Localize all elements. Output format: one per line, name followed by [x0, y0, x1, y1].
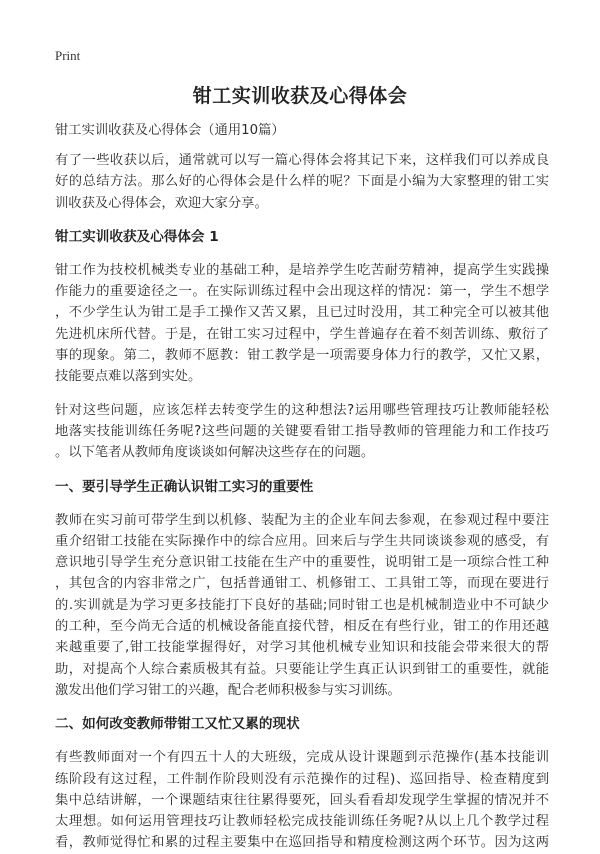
text-line: ，不少学生认为钳工是手工操作又苦又累，且已过时没用，其工种完全可以被其他 — [55, 305, 549, 321]
text-line: 教师在实习前可带学生到以机修、装配为主的企业车间去参观，在参观过程中要注 — [55, 512, 549, 528]
text-line: 激发出他们学习钳工的兴趣，配合老师积极参与实习训练。 — [55, 682, 401, 698]
section-heading-1: 钳工实训收获及心得体会 1 — [55, 228, 219, 245]
text-line: 技能要点难以落到实处。 — [55, 369, 202, 385]
text-line: 集中总结讲解，一个课题结束往往累得要死，回头看看却发现学生掌握的情况并不 — [55, 792, 549, 808]
text-line: 意识地引导学生充分意识钳工技能在生产中的重要性，说明钳工是一项综合性工种 — [55, 555, 549, 571]
document-subtitle: 钳工实训收获及心得体会（通用10篇） — [55, 123, 285, 138]
text-line: ，其包含的内容非常之广，包括普通钳工、机修钳工、工具钳工等，而现在要进行 — [55, 576, 549, 592]
text-line: 太理想。如何运用管理技巧让教师轻松完成技能训练任务呢?从以上几个教学过程 — [55, 814, 549, 830]
section1-paragraph-1 — [55, 260, 549, 388]
document-body — [55, 120, 549, 854]
text-line: 。以下笔者从教师角度谈谈如何解决这些存在的问题。 — [55, 445, 375, 461]
text-line: 有了一些收获以后，通常就可以写一篇心得体会将其记下来，这样我们可以养成良 — [55, 153, 549, 168]
text-line: 地落实技能训练任务呢?这些问题的关键要看钳工指导教师的管理能力和工作技巧 — [55, 423, 549, 439]
part2-paragraph — [55, 747, 549, 853]
text-line: 事的现象。第二，教师不愿教：钳工教学是一项需要身体力行的教学，又忙又累， — [55, 348, 549, 364]
text-line: 看，教师觉得忙和累的过程主要集中在巡回指导和精度检测这两个环节。因为这两 — [55, 835, 549, 851]
section1-paragraph-2 — [55, 400, 549, 464]
text-line: 先进机床所代替。于是，在钳工实习过程中，学生普遍存在着不刻苦训练、敷衍了 — [55, 326, 549, 342]
text-line: 的工种，至今尚无合适的机械设备能直接代替，相反在有些行业，钳工的作用还越 — [55, 619, 549, 635]
text-line: 钳工作为技校机械类专业的基础工种，是培养学生吃苦耐劳精神，提高学生实践操 — [55, 262, 549, 278]
text-line: 练阶段有这过程，工件制作阶段则没有示范操作的过程)、巡回指导、检查精度到 — [55, 771, 549, 787]
text-line: 好的总结方法。那么好的心得体会是什么样的呢？下面是小编为大家整理的钳工实 — [55, 174, 549, 190]
text-line: 训收获及心得体会，欢迎大家分享。 — [55, 195, 268, 211]
text-line: 来越重要了,钳工技能掌握得好，对学习其他机械专业知识和技能会带来很大的帮 — [55, 640, 549, 656]
print-link[interactable]: Print — [55, 48, 81, 63]
text-line: 作能力的重要途径之一。在实际训练过程中会出现这样的情况：第一，学生不想学 — [55, 284, 549, 300]
text-line: 助，对提高个人综合素质极其有益。只要能让学生真正认识到钳工的重要性，就能 — [55, 661, 549, 677]
text-line: 重介绍钳工技能在实际操作中的综合应用。回来后与学生共同谈谈参观的感受，有 — [55, 533, 549, 549]
text-line: 的.实训就是为学习更多技能打下良好的基础;同时钳工也是机械制造业中不可缺少 — [55, 597, 549, 613]
intro-paragraph — [55, 150, 549, 214]
part1-paragraph — [55, 510, 549, 702]
text-line: 有些教师面对一个有四五十人的大班级，完成从设计课题到示范操作(基本技能训 — [55, 750, 549, 766]
text-line: 针对这些问题，应该怎样去转变学生的这种想法?运用哪些管理技巧让教师能轻松 — [55, 402, 549, 418]
part-heading-2: 二、如何改变教师带钳工又忙又累的现状 — [55, 716, 300, 733]
page-title: 钳工实训收获及心得体会 — [192, 85, 408, 107]
part-heading-1: 一、要引导学生正确认识钳工实习的重要性 — [55, 478, 314, 495]
